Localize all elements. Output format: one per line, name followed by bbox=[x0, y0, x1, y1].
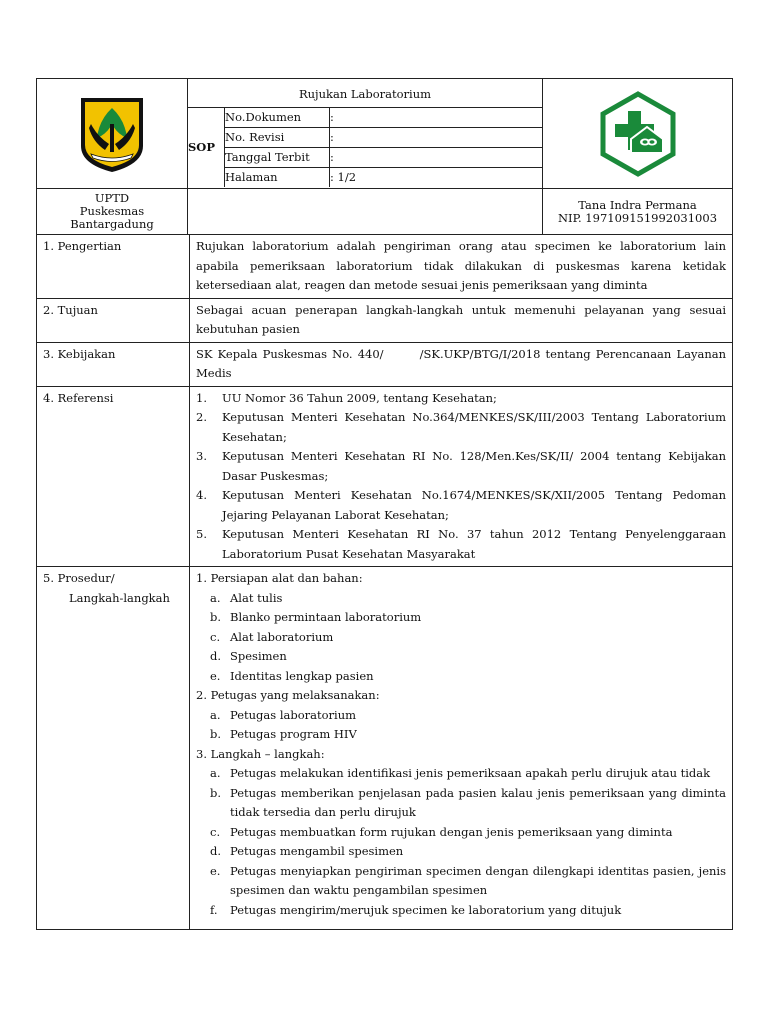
list-item: d. Spesimen bbox=[210, 649, 287, 663]
org-line-1: UPTD bbox=[94, 191, 130, 205]
meta-value-issue-date: : bbox=[330, 147, 543, 167]
step-title: 3. Langkah – langkah: bbox=[196, 746, 325, 761]
list-item: a. Petugas melakukan identifikasi jenis pemeriksaan apakah perlu dirujuk atau tidak bbox=[210, 766, 711, 780]
section-label-pengertian: 1. Pengertian bbox=[37, 235, 190, 299]
list-item: b. Petugas program HIV bbox=[210, 727, 357, 741]
meta-value-revision: : bbox=[330, 127, 543, 147]
sop-label: SOP bbox=[188, 107, 225, 187]
content-table bbox=[36, 234, 733, 930]
list-item: 3. Keputusan Menteri Kesehatan RI No. 128/Men.Kes/SK/II/ 2004 tentang Kebijakan Dasar Puskesmas; bbox=[196, 449, 726, 483]
signer-nip: NIP. 197109151992031003 bbox=[557, 210, 718, 225]
document-title: Rujukan Laboratorium bbox=[188, 81, 542, 108]
meta-label-page: Halaman bbox=[225, 167, 330, 187]
empty-cell bbox=[188, 189, 543, 235]
section-label-prosedur bbox=[37, 567, 190, 930]
prosedur-label-line-1: 5. Prosedur/ bbox=[43, 571, 115, 585]
puskesmas-logo-icon bbox=[595, 91, 681, 177]
step-title: 2. Petugas yang melaksanakan: bbox=[196, 688, 380, 702]
right-logo-cell bbox=[543, 79, 733, 189]
signer-name: Tana Indra Permana bbox=[578, 197, 697, 212]
meta-value-page: : 1/2 bbox=[330, 167, 543, 187]
prosedur-label-line-2: Langkah-langkah bbox=[69, 590, 170, 605]
list-item: a. Alat tulis bbox=[210, 590, 283, 605]
list-item: b. Blanko permintaan laboratorium bbox=[210, 610, 422, 624]
list-item: 1. UU Nomor 36 Tahun 2009, tentang Kesehatan; bbox=[196, 390, 497, 405]
org-line-3: Bantargadung bbox=[70, 217, 154, 231]
section-text-kebijakan: SK Kepala Puskesmas No. 440/ /SK.UKP/BTG/I/2018 tentang Perencanaan Layanan Medis bbox=[190, 342, 733, 386]
list-item: b. Petugas memberikan penjelasan pada pasien kalau jenis pemeriksaan yang diminta tidak tersedia dan perlu dirujuk bbox=[210, 785, 726, 819]
header-table bbox=[36, 78, 733, 235]
sop-document bbox=[36, 78, 733, 933]
organization-name bbox=[37, 189, 188, 235]
section-referensi-list bbox=[190, 386, 733, 567]
meta-value-document-number: : bbox=[330, 107, 543, 127]
meta-label-issue-date: Tanggal Terbit bbox=[225, 147, 330, 167]
list-item: c. Petugas membuatkan form rujukan dengan jenis pemeriksaan yang diminta bbox=[210, 824, 673, 839]
left-logo-cell bbox=[37, 79, 188, 189]
list-item: 5. Keputusan Menteri Kesehatan RI No. 37 tahun 2012 Tentang Penyelenggaraan Laboratorium Pusat Kesehatan Masyarakat bbox=[196, 527, 726, 561]
step-title: 1. Persiapan alat dan bahan: bbox=[196, 571, 363, 585]
list-item: c. Alat laboratorium bbox=[210, 629, 334, 644]
section-text-pengertian: Rujukan laboratorium adalah pengiriman orang atau specimen ke laboratorium lain apabila pemeriksaan laboratorium tidak dilakukan di puskesmas karena ketidak ketersediaan alat, reagen dan metode sesuai jenis pemeriksaan yang diminta bbox=[190, 235, 733, 299]
org-line-2: Puskesmas bbox=[79, 204, 145, 218]
list-item: 2. Keputusan Menteri Kesehatan No.364/MENKES/SK/III/2003 Tentang Laboratorium Kesehatan; bbox=[196, 410, 726, 444]
meta-label-revision: No. Revisi bbox=[225, 127, 330, 147]
section-label-referensi: 4. Referensi bbox=[37, 386, 190, 567]
list-item: d. Petugas mengambil spesimen bbox=[210, 844, 404, 858]
regency-emblem-icon bbox=[77, 94, 147, 174]
meta-label-document-number: No.Dokumen bbox=[225, 107, 330, 127]
title-cell bbox=[188, 79, 543, 189]
section-prosedur-steps bbox=[190, 567, 733, 930]
section-text-tujuan: Sebagai acuan penerapan langkah-langkah untuk memenuhi pelayanan yang sesuai kebutuhan pasien bbox=[190, 298, 733, 342]
list-item: 4. Keputusan Menteri Kesehatan No.1674/MENKES/SK/XII/2005 Tentang Pedoman Jejaring Pelayanan Laborat Kesehatan; bbox=[196, 488, 726, 522]
list-item: f. Petugas mengirim/merujuk specimen ke laboratorium yang ditujuk bbox=[210, 902, 622, 917]
list-item: a. Petugas laboratorium bbox=[210, 707, 357, 722]
list-item: e. Identitas lengkap pasien bbox=[210, 668, 374, 683]
section-label-kebijakan: 3. Kebijakan bbox=[37, 342, 190, 386]
signer-info bbox=[543, 189, 733, 235]
section-label-tujuan: 2. Tujuan bbox=[37, 298, 190, 342]
list-item: e. Petugas menyiapkan pengiriman specimen dengan dilengkapi identitas pasien, jenis spesimen dan waktu pengambilan spesimen bbox=[210, 863, 726, 897]
